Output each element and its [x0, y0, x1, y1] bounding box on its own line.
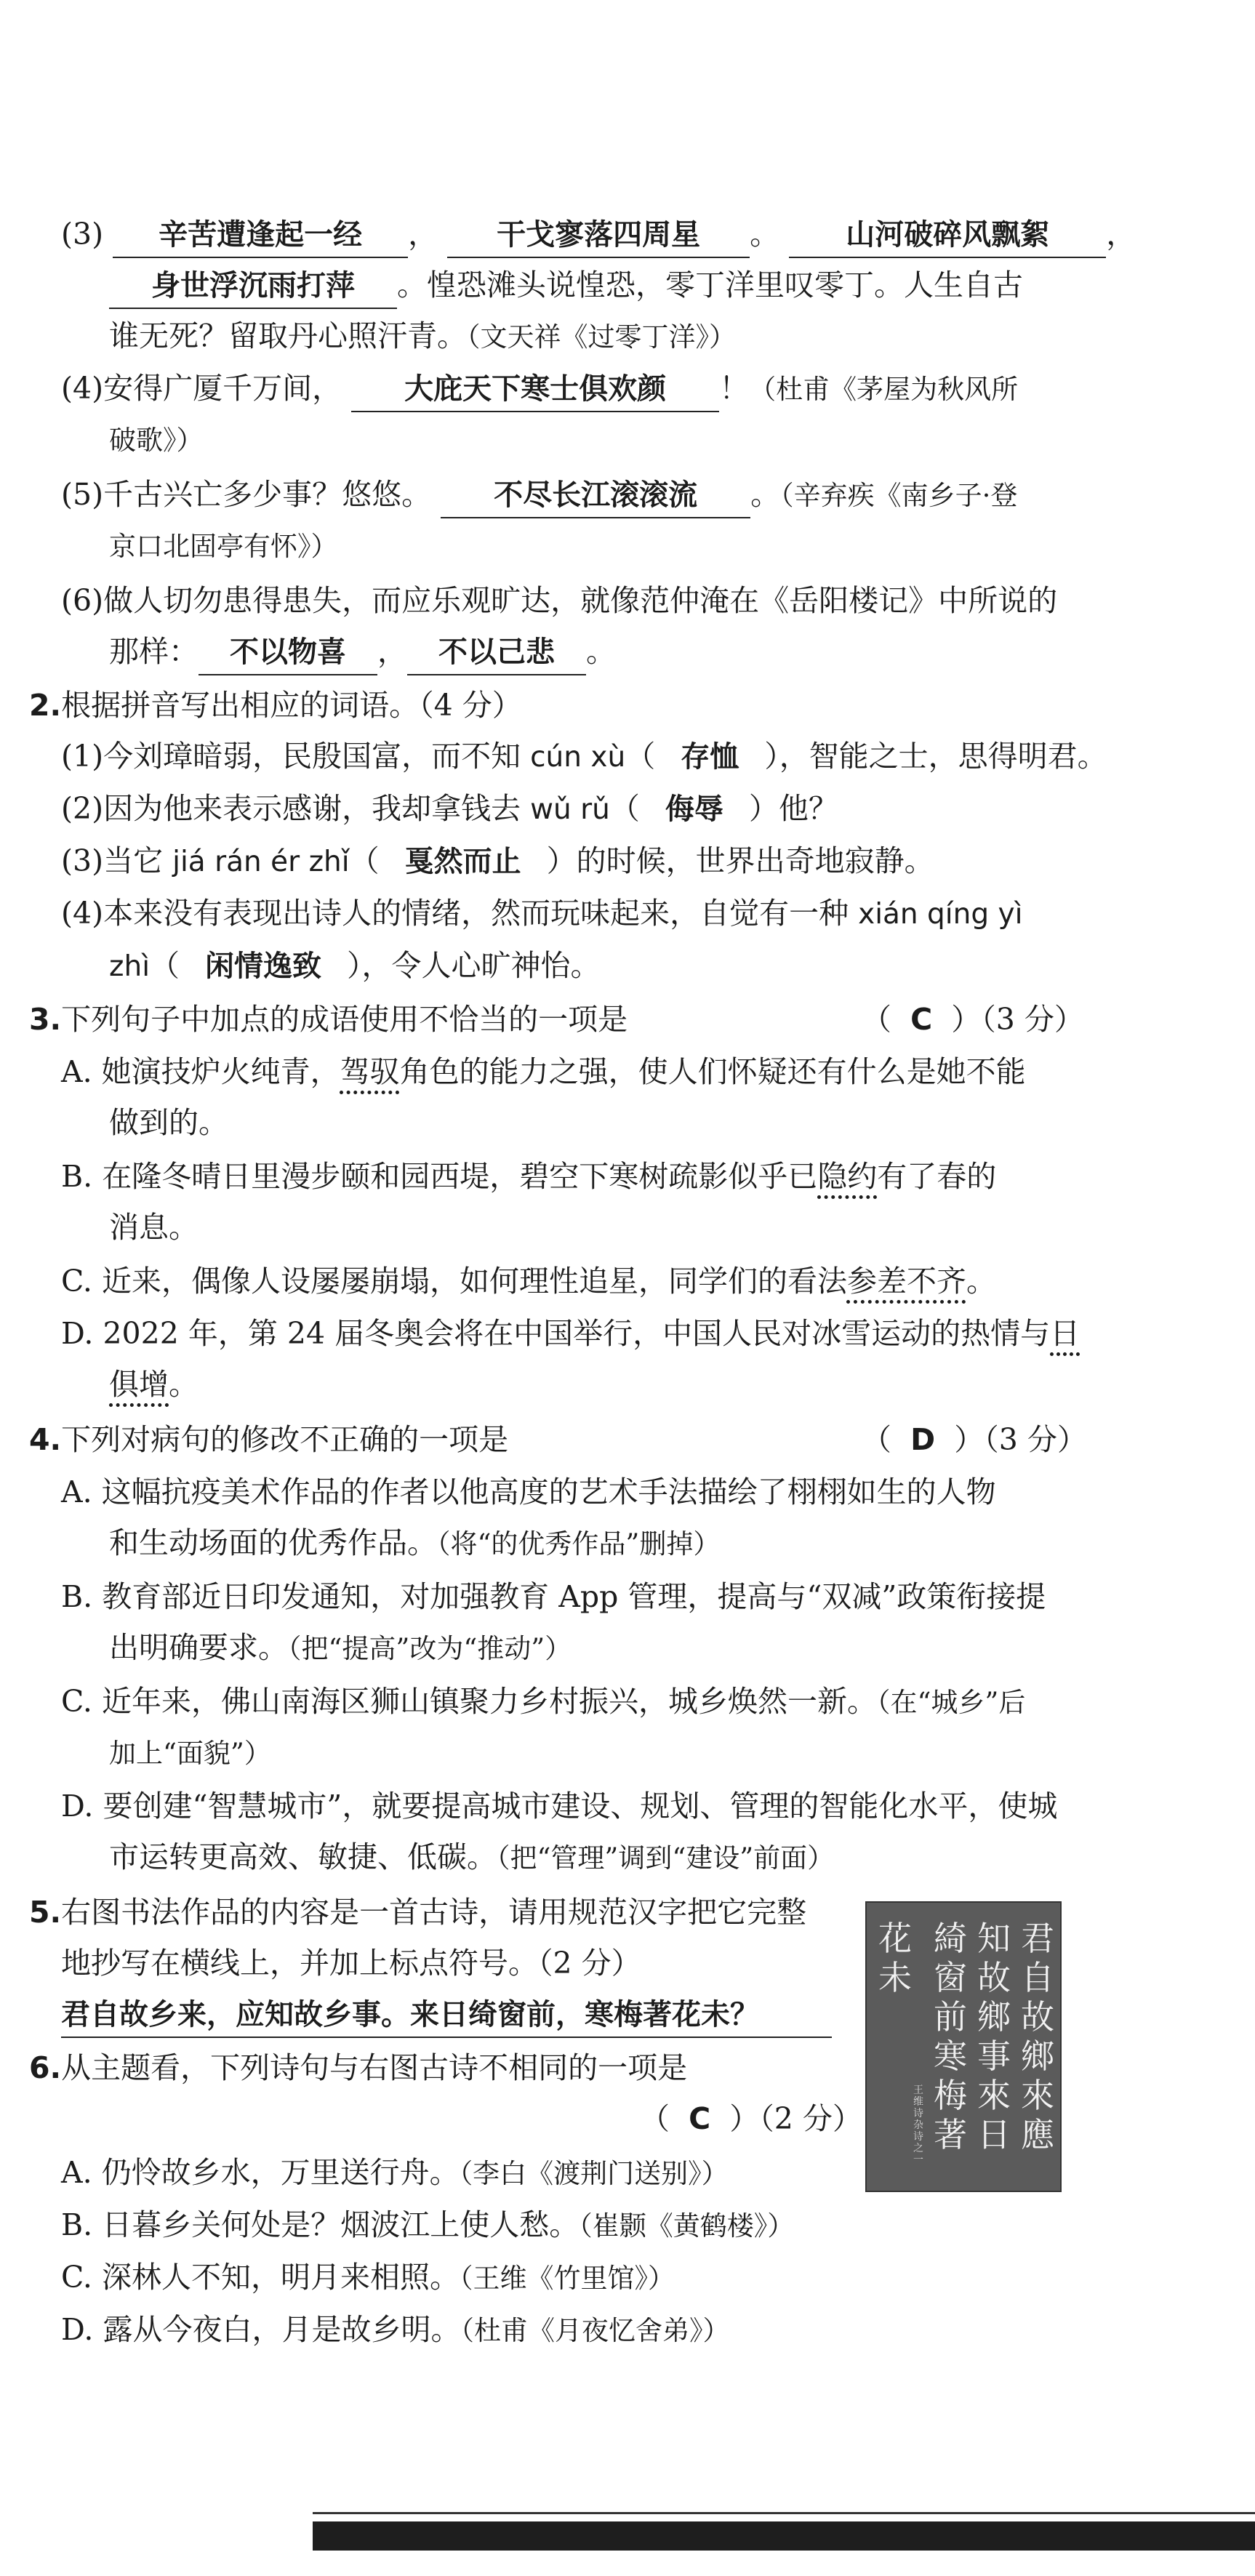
q3-option-a-line2: [109, 1101, 228, 1144]
page-edge-line: [313, 2512, 1255, 2514]
poem-text: 谁无死？留取丹心照汗青。: [109, 318, 467, 353]
question-text: 。: [586, 634, 616, 669]
q3-option-a-line1: [61, 1050, 1026, 1094]
poem-source: 破歌》）: [109, 425, 204, 456]
q1-item6-line1: [61, 579, 1057, 622]
answer-text: 存恤: [681, 740, 739, 774]
item-number: (3): [61, 843, 104, 878]
answer-text: 戛然而止: [404, 845, 521, 878]
q1-item3-line1: (3) 辛苦遭逢起一经 ， 干戈寥落四周星 。 山河破碎风飘絮 ，: [61, 212, 1136, 258]
q2-title: [29, 683, 522, 727]
revision-note: 加上“面貌”）: [109, 1738, 271, 1769]
choice-answer: D: [910, 1422, 936, 1457]
answer-blank: 山河破碎风飘絮: [789, 213, 1106, 258]
poem-source: （辛弃疾《南乡子·登: [780, 480, 1018, 511]
score-text: （2 分）: [759, 2101, 862, 2136]
option-text: D. 2022 年，第 24 届冬奥会将在中国举行，中国人民对冰雪运动的热情与: [61, 1316, 1051, 1351]
answer-blank: 不以己悲: [407, 630, 586, 675]
q2-item4-line2: zhì（ 闲情逸致 ），令人心旷神怡。: [109, 944, 601, 989]
option-text: D. 露从今夜白，月是故乡明。: [61, 2312, 461, 2347]
question-title: 下列对病句的修改不正确的一项是: [61, 1422, 509, 1457]
question-title: 地抄写在横线上，并加上标点符号。（2 分）: [61, 1946, 641, 1981]
item-number: (6): [61, 583, 104, 618]
calligraphy-image: [865, 1901, 1062, 2192]
question-title: 从主题看，下列诗句与右图古诗不相同的一项是: [61, 2050, 688, 2085]
question-text: 本来没有表现出诗人的情绪，然而玩味起来，自觉有一种: [103, 896, 859, 931]
question-number: 3.: [29, 1002, 62, 1037]
option-text: B. 教育部近日印发通知，对加强教育 App 管理，提高与“双减”政策衔接提: [61, 1579, 1046, 1614]
q4-option-a-line2: [109, 1521, 720, 1566]
poem-source: （杜甫《茅屋为秋风所: [749, 374, 1019, 405]
q6-answer-paren: （ C ）（2 分）: [640, 2101, 862, 2136]
q4-answer-paren: （ D ）（3 分）: [862, 1422, 1087, 1457]
calligraphy-column: 君自故鄉來應: [1021, 1919, 1054, 2154]
calligraphy-column: 花未: [878, 1919, 912, 1997]
option-text: A. 她演技炉火纯青，: [61, 1054, 340, 1089]
q3-option-b-line1: [61, 1155, 996, 1198]
option-text: 和生动场面的优秀作品。: [109, 1525, 437, 1560]
score-text: （3 分）: [981, 1002, 1084, 1037]
choice-answer: C: [689, 2101, 711, 2136]
q3-answer-paren: （ C ）（3 分）: [862, 1002, 1084, 1037]
option-text: C. 深林人不知，明月来相照。: [61, 2260, 460, 2295]
q6-option-b: [61, 2203, 794, 2248]
item-number: (4): [61, 896, 104, 931]
scan-shadow-bar: [313, 2521, 1255, 2551]
q4-option-b-line2: [109, 1626, 572, 1671]
poem-source: （崔颢《黄鹤楼》）: [579, 2210, 795, 2242]
option-text: 出明确要求。: [109, 1630, 288, 1665]
question-text: ，令人心旷神怡。: [361, 948, 601, 983]
pinyin-text: zhì: [109, 950, 151, 983]
answer-blank: 辛苦遭逢起一经: [113, 213, 408, 258]
poem-source: （文天祥《过零丁洋》）: [467, 321, 736, 353]
answer-blank: 干戈寥落四周星: [447, 213, 750, 258]
answer-text: 侮辱: [665, 793, 723, 826]
q2-item4-line1: [61, 891, 1022, 936]
q3-title: [29, 998, 628, 1041]
question-text: 那样：: [109, 634, 199, 669]
question-text: 做人切勿患得患失，而应乐观旷达，就像范仲淹在《岳阳楼记》中所说的: [103, 583, 1058, 618]
q2-item3: (3)当它 jiá rán ér zhǐ（ 戛然而止 ）的时候，世界出奇地寂静。: [61, 839, 934, 884]
revision-note: （把“提高”改为“推动”）: [288, 1633, 572, 1664]
poem-text: 。惶恐滩头说惶恐，零丁洋里叹零丁。人生自古: [397, 268, 1023, 302]
question-text: 今刘璋暗弱，民殷国富，而不知: [103, 739, 531, 774]
option-text: C. 近年来，佛山南海区狮山镇聚力乡村振兴，城乡焕然一新。: [61, 1684, 877, 1719]
item-number: (1): [61, 739, 104, 774]
q3-option-b-line2: [109, 1205, 199, 1249]
score-text: （3 分）: [984, 1422, 1087, 1457]
item-number: (3): [61, 217, 104, 252]
q6-option-a: [61, 2151, 729, 2196]
option-text: 做到的。: [109, 1105, 228, 1140]
q1-item5-line2: [109, 523, 338, 569]
option-text: 。: [966, 1264, 996, 1299]
revision-note: （把“管理”调到“建设”前面）: [497, 1842, 835, 1874]
option-text: C. 近来，偶像人设屡屡崩塌，如何理性追星，同学们的看法: [61, 1264, 847, 1299]
option-text: 有了春的: [877, 1159, 997, 1194]
item-number: (4): [61, 371, 104, 406]
question-number: 6.: [29, 2050, 62, 2085]
q5-title-line2: [61, 1941, 641, 1985]
question-number: 2.: [29, 688, 62, 723]
question-text: 当它: [103, 843, 173, 878]
q1-item3-line2: [109, 263, 1023, 309]
question-number: 5.: [29, 1895, 62, 1930]
dotted-text: 日: [1050, 1316, 1080, 1351]
option-text: D. 要创建“智慧城市”，就要提高城市建设、规划、管理的智能化水平，使城: [61, 1789, 1058, 1823]
q1-item3-line3: [109, 314, 736, 359]
poem-text: 千古兴亡多少事？悠悠。: [103, 477, 432, 512]
q1-item4-line2: [109, 417, 204, 462]
question-text: 的时候，世界出奇地寂静。: [576, 843, 934, 878]
q1-item4-line1: [61, 366, 1018, 412]
dotted-text: 参差不齐: [846, 1264, 966, 1299]
q6-option-d: [61, 2308, 729, 2353]
q6-title: [29, 2046, 687, 2090]
choice-answer: C: [910, 1002, 933, 1037]
option-text: B. 日暮乡关何处是？烟波江上使人愁。: [61, 2207, 580, 2242]
poem-source: （王维《竹里馆》）: [459, 2263, 675, 2294]
question-title: 根据拼音写出相应的词语。（4 分）: [61, 688, 522, 723]
q4-option-d-line1: [61, 1784, 1057, 1828]
dotted-idiom: [340, 1054, 400, 1089]
answer-blank: 不尽长江滚滚流: [441, 473, 750, 518]
option-text: 消息。: [109, 1210, 199, 1245]
item-number: (5): [61, 477, 104, 512]
poem-source: （杜甫《月夜忆舍弟》）: [460, 2315, 730, 2346]
item-number: (2): [61, 791, 104, 826]
question-title: 下列句子中加点的成语使用不恰当的一项是: [61, 1002, 628, 1037]
dotted-text: 隐约: [817, 1159, 878, 1194]
calligraphy-column: 知故鄉事來日: [977, 1919, 1011, 2154]
q3-option-d-line1: [61, 1312, 1080, 1355]
question-text: ，智能之士，思得明君。: [779, 739, 1107, 774]
revision-note: （将“的优秀作品”删掉）: [437, 1528, 721, 1560]
q4-option-c-line2: [109, 1730, 271, 1775]
option-text: A. 仍怜故乡水，万里送行舟。: [61, 2155, 460, 2190]
pinyin-text: jiá rán ér zhǐ: [172, 846, 350, 878]
pinyin-text: cún xù: [530, 741, 626, 774]
option-text: 。: [169, 1367, 199, 1402]
q4-option-a-line1: [61, 1470, 996, 1514]
q1-item5-line1: [61, 473, 1017, 518]
q3-option-c: [61, 1259, 996, 1303]
q4-option-d-line2: [109, 1835, 834, 1880]
poem-text: 安得广厦千万间，: [103, 371, 342, 406]
q6-option-c: [61, 2255, 675, 2300]
poem-source: 京口北固亭有怀》）: [109, 531, 338, 562]
handwritten-answer: 君自故乡来，应知故乡事。来日绮窗前，寒梅著花未？: [61, 1993, 832, 2038]
option-text: B. 在隆冬晴日里漫步颐和园西堤，碧空下寒树疏影似乎已: [61, 1159, 818, 1194]
option-text: 角色的能力之强，使人们怀疑还有什么是她不能: [399, 1054, 1026, 1089]
q5-answer-line: [61, 1992, 832, 2038]
q5-title-line1: [29, 1890, 806, 1934]
pinyin-text: wǔ rǔ: [530, 793, 610, 826]
question-text: 他？: [778, 791, 838, 826]
answer-blank: 身世浮沉雨打萍: [109, 264, 397, 309]
q4-option-c-line1: [61, 1680, 1025, 1725]
q4-option-b-line1: [61, 1575, 1046, 1618]
answer-blank: 大庇天下寒士俱欢颜: [351, 367, 719, 412]
calligraphy-column: 綺窗前寒梅著: [934, 1919, 967, 2154]
option-text: A. 这幅抗疫美术作品的作者以他高度的艺术手法描绘了栩栩如生的人物: [61, 1474, 996, 1509]
question-text: 因为他来表示感谢，我却拿钱去: [103, 791, 531, 826]
q4-title: [29, 1418, 508, 1461]
revision-note: （在“城乡”后: [876, 1687, 1026, 1718]
q2-item2: (2)因为他来表示感谢，我却拿钱去 wǔ rǔ（ 侮辱 ）他？: [61, 787, 838, 832]
option-text: 市运转更高效、敏捷、低碳。: [109, 1839, 497, 1874]
question-number: 4.: [29, 1422, 62, 1457]
q2-item1: (1)今刘璋暗弱，民殷国富，而不知 cún xù（ 存恤 ），智能之士，思得明君。: [61, 734, 1107, 779]
answer-text: 闲情逸致: [205, 950, 322, 983]
pinyin-text: xián qíng yì: [858, 898, 1023, 931]
q3-option-d-line2: [109, 1363, 199, 1406]
answer-blank: 不以物喜: [199, 630, 377, 675]
dotted-text: 俱增: [109, 1367, 169, 1402]
question-title: 右图书法作品的内容是一首古诗，请用规范汉字把它完整: [61, 1895, 807, 1930]
poem-text: 。: [750, 477, 781, 512]
q1-item6-line2: 那样： 不以物喜 ， 不以己悲 。: [109, 630, 616, 675]
calligraphy-signature: 王维诗杂诗之一: [913, 2085, 923, 2166]
poem-text: ！: [719, 371, 750, 406]
dotted-text: 驾驭: [340, 1054, 400, 1089]
poem-source: （李白《渡荆门送别》）: [459, 2158, 729, 2189]
